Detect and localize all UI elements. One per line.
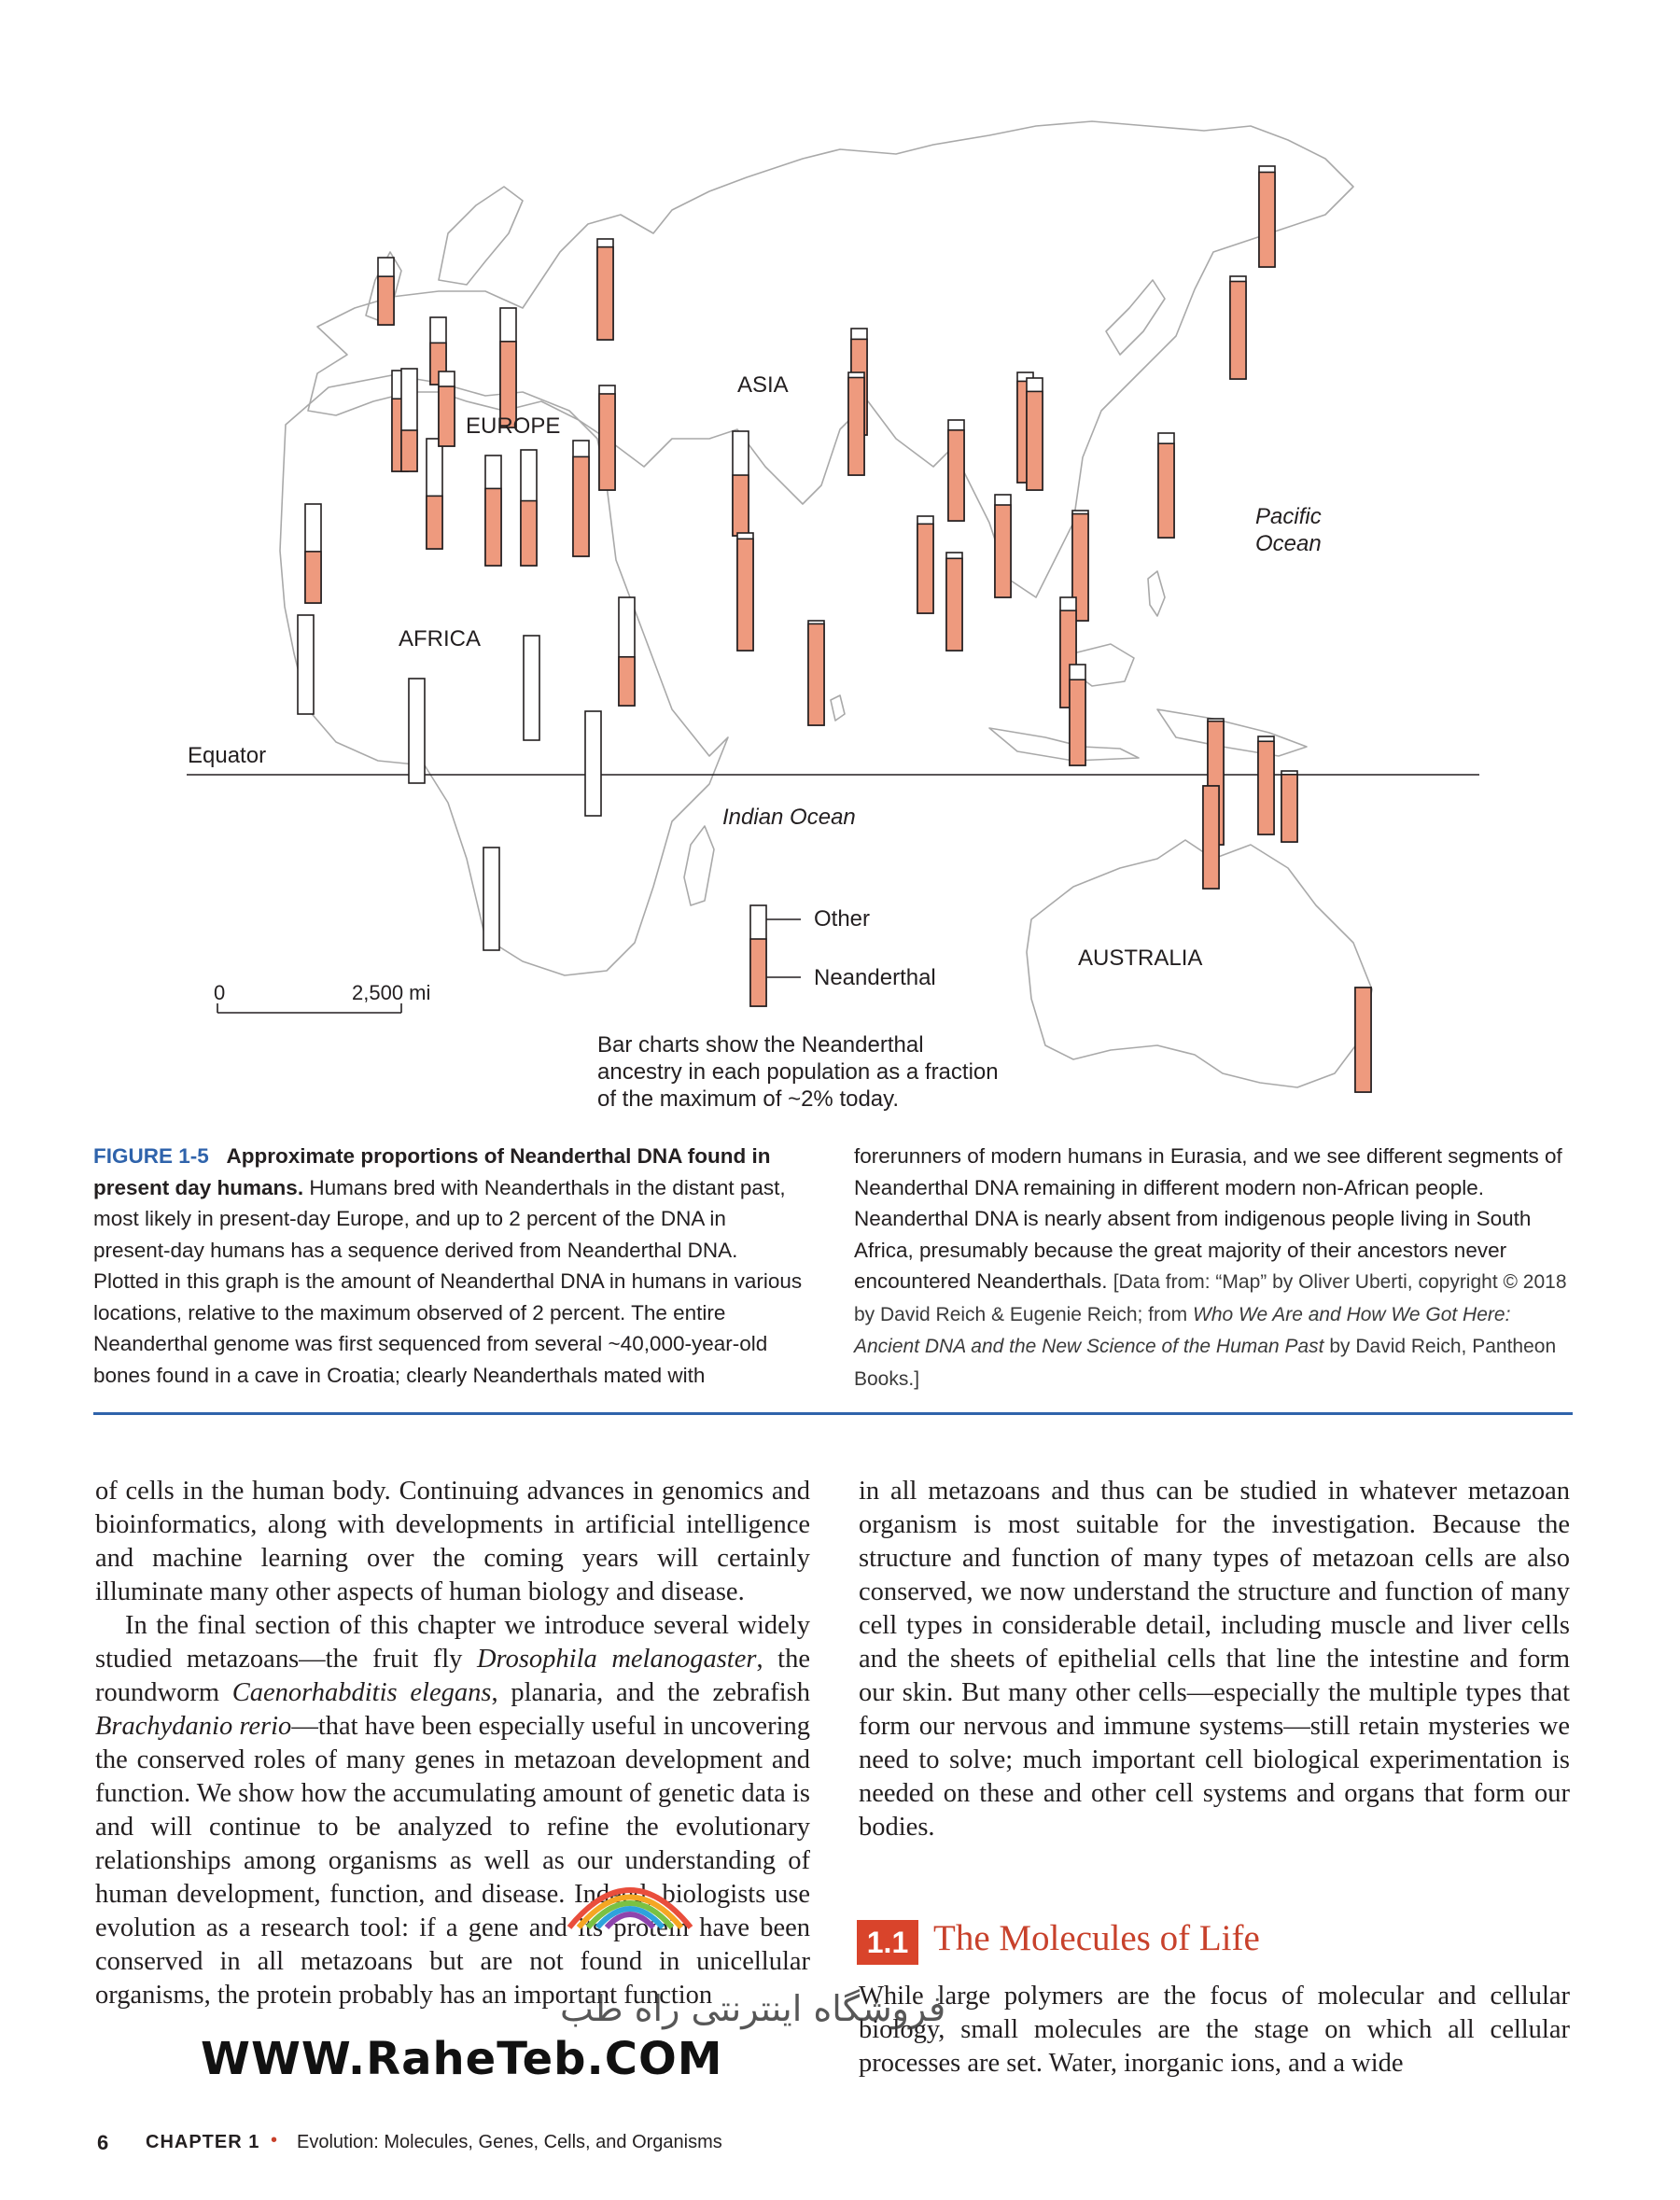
bar-other xyxy=(298,615,314,714)
lp2-a: In the final section of this chapter we introduce several widely studied metazoans—the fruit fly xyxy=(95,1611,810,1674)
bar-other xyxy=(585,711,601,816)
ancestry-bar xyxy=(573,441,589,556)
label-asia: ASIA xyxy=(737,372,789,398)
ancestry-bar xyxy=(808,621,824,725)
right-paragraph-1: in all metazoans and thus can be studied in whatever metazoan organism is most suitable for the investigation. Because the structure and function of many types of metazoan cells are also conserved, we now understand the structure and function of many cell types in considerable detail, including muscle and liver cells and the sheets of epithelial cells that line the intestine and form our skin. But many other cells—especially the multiple types that form our nervous and immune systems—still retain mysteries we need to solve; much important cell biological experimentation is needed on these and other cell systems and organs that form our bodies. xyxy=(859,1477,1570,1842)
ancestry-bar xyxy=(848,372,864,475)
scale-zero: 0 xyxy=(214,981,226,1004)
ancestry-bar xyxy=(1259,166,1275,267)
bar-neanderthal xyxy=(948,430,964,521)
figure-note-line-3: of the maximum of ~2% today. xyxy=(597,1086,900,1112)
figure-title: Approximate proportions of Neanderthal DNA found in present day humans. xyxy=(93,1144,771,1199)
ancestry-bar xyxy=(1070,665,1085,765)
raheteb-logo-icon xyxy=(551,1862,709,1937)
figure-source-book: Who We Are and How We Got Here: Ancient DNA and the New Science of the Human Past xyxy=(854,1303,1511,1357)
bar-neanderthal xyxy=(597,247,613,340)
bar-neanderthal xyxy=(1070,680,1085,765)
ancestry-bar xyxy=(1355,988,1371,1092)
ancestry-bar xyxy=(917,516,933,613)
lp2-caenorhabditis: Caenorhabditis elegans xyxy=(231,1678,492,1707)
left-paragraph-2 xyxy=(95,1609,810,2012)
figure-note-line-1: Bar charts show the Neanderthal xyxy=(597,1032,924,1058)
ancestry-bar xyxy=(946,553,962,651)
bar-neanderthal xyxy=(485,488,501,566)
section-number: 1.1 xyxy=(857,1920,918,1965)
page-number: 6 xyxy=(97,2131,109,2154)
ancestry-bar xyxy=(1258,736,1274,834)
footer-bullet: • xyxy=(271,2130,278,2151)
ancestry-bar xyxy=(1230,276,1246,379)
ancestry-bar xyxy=(401,369,417,471)
ancestry-bar xyxy=(439,371,455,446)
ancestry-bar xyxy=(1027,378,1043,490)
figure-note xyxy=(597,1031,999,1113)
label-africa: AFRICA xyxy=(399,626,482,652)
ancestry-bar xyxy=(737,533,753,651)
chapter-title: Evolution: Molecules, Genes, Cells, and Organisms xyxy=(297,2132,722,2152)
label-pacific: Pacific xyxy=(1255,504,1322,529)
bar-neanderthal xyxy=(733,475,749,536)
bar-other xyxy=(483,848,499,950)
figure-label: FIGURE 1-5 xyxy=(93,1144,209,1168)
legend-neanderthal-label: Neanderthal xyxy=(814,965,936,990)
legend-bar xyxy=(750,905,801,1006)
bar-neanderthal xyxy=(401,430,417,471)
label-australia: AUSTRALIA xyxy=(1078,946,1203,971)
bar-neanderthal xyxy=(1259,172,1275,267)
bar-neanderthal xyxy=(917,524,933,613)
bar-neanderthal xyxy=(1158,443,1174,538)
bar-other xyxy=(524,636,539,740)
bar-neanderthal xyxy=(1027,391,1043,490)
ancestry-bar xyxy=(1281,771,1297,842)
figure-caption-text: Humans bred with Neanderthals in the distant past, most likely in present-day Europe, and up to 2 percent of the DNA in present-day humans has a sequence derived from Neanderthal DNA. Plotted in this graph is the amount of Neanderthal DNA in humans in various locations, relative to the maximum observed of 2 percent. The entire Neanderthal genome was first sequenced from several ~40,000-year-old bones found in a cave in Croatia; clearly Neanderthals mated with forerunners of modern humans in Eurasia, and we see different segments of Neanderthal DNA remaining in different modern non-African people. Neanderthal DNA is nearly absent from indigenous people living in South Africa, presumably because the great majority of their ancestors never encountered Neanderthals. xyxy=(93,1144,1562,1387)
ancestry-bar xyxy=(305,504,321,603)
ancestry-bar xyxy=(485,455,501,566)
bar-neanderthal xyxy=(1203,786,1219,889)
bar-neanderthal xyxy=(573,456,589,556)
figure-source-a: [Data from: “Map” by Oliver Uberti, copyright © 2018 by David Reich & Eugenie Reich; from xyxy=(854,1271,1567,1325)
watermark-url: WWW.RaheTeb.COM xyxy=(201,2033,723,2085)
right-paragraph-2: While large polymers are the focus of molecular and cellular biology, small molecules are the stage on which all cellular processes are set. Water, inorganic ions, and a wide xyxy=(859,1982,1570,2078)
left-paragraph-1: of cells in the human body. Continuing advances in genomics and bioinformatics, along with developments in artificial intelligence and machine learning over the coming years will certainly illuminate many other aspects of human biology and disease. xyxy=(95,1477,810,1606)
bar-neanderthal xyxy=(946,558,962,651)
chapter-label: CHAPTER 1 xyxy=(146,2132,260,2152)
scale-distance: 2,500 mi xyxy=(352,981,431,1004)
right-column xyxy=(859,1475,1570,1844)
ancestry-bar xyxy=(733,431,749,536)
ancestry-bar xyxy=(427,439,442,549)
label-equator: Equator xyxy=(188,743,267,768)
ancestry-bar xyxy=(521,450,537,566)
bar-neanderthal xyxy=(619,657,635,706)
bar-neanderthal xyxy=(737,539,753,651)
bar-neanderthal xyxy=(1281,775,1297,842)
ancestry-bar xyxy=(378,258,394,325)
bar-neanderthal xyxy=(808,624,824,725)
section-title: The Molecules of Life xyxy=(933,1918,1260,1958)
ancestry-bar xyxy=(500,308,516,427)
figure-caption xyxy=(93,1141,1568,1394)
bar-neanderthal xyxy=(848,378,864,476)
caption-divider xyxy=(93,1412,1573,1415)
bar-other xyxy=(409,679,425,783)
ancestry-bar xyxy=(483,848,499,950)
lp2-e: , planaria, and the zebrafish xyxy=(491,1678,810,1707)
bar-neanderthal xyxy=(305,552,321,603)
ancestry-bar xyxy=(597,239,613,340)
ancestry-bar xyxy=(1158,433,1174,538)
bar-neanderthal xyxy=(599,394,615,490)
ancestry-bar xyxy=(948,420,964,521)
watermark-persian: فروشگاه اینترنتی راه طب xyxy=(560,1988,946,2029)
ancestry-bar xyxy=(298,615,314,714)
label-pacific-ocean: Ocean xyxy=(1255,531,1322,556)
bar-neanderthal xyxy=(1258,741,1274,834)
label-indian-ocean: Indian Ocean xyxy=(722,805,856,830)
right-column-section xyxy=(859,1980,1570,2081)
legend-other-label: Other xyxy=(814,906,871,932)
lp2-brachydanio: Brachydanio rerio xyxy=(95,1712,292,1741)
bar-neanderthal xyxy=(521,501,537,566)
bar-neanderthal xyxy=(1355,988,1371,1092)
figure-note-line-2: ancestry in each population as a fraction xyxy=(597,1059,999,1085)
ancestry-bar xyxy=(995,495,1011,597)
ancestry-bar xyxy=(524,636,539,740)
coastlines xyxy=(280,121,1372,1087)
bar-neanderthal xyxy=(427,496,442,549)
bar-neanderthal xyxy=(378,276,394,325)
bar-neanderthal xyxy=(439,386,455,446)
bar-neanderthal xyxy=(1230,282,1246,380)
ancestry-bar xyxy=(409,679,425,783)
lp2-drosophila: Drosophila melanogaster xyxy=(476,1645,757,1674)
ancestry-bar xyxy=(619,597,635,706)
label-europe: EUROPE xyxy=(466,413,561,439)
figure-source-c: by David Reich, Pantheon Books.] xyxy=(854,1336,1557,1390)
ancestry-bar xyxy=(599,385,615,490)
ancestry-bar xyxy=(1203,786,1219,889)
bar-neanderthal xyxy=(995,505,1011,597)
lp2-c: , the roundworm xyxy=(95,1645,810,1707)
lp2-g: —that have been especially useful in uncovering the conserved roles of many genes in metazoan development and function. We show how the accumulating amount of genetic data is and will continue to be analyzed to refine the evolutionary relationships among organisms as well as our understanding of human development, function, and disease. Indeed, biologists use evolution as a research tool: if a gene and its protein have been conserved in all metazoans but are not found in unicellular organisms, the protein probably has an important function xyxy=(95,1712,810,2010)
ancestry-bar xyxy=(585,711,601,816)
